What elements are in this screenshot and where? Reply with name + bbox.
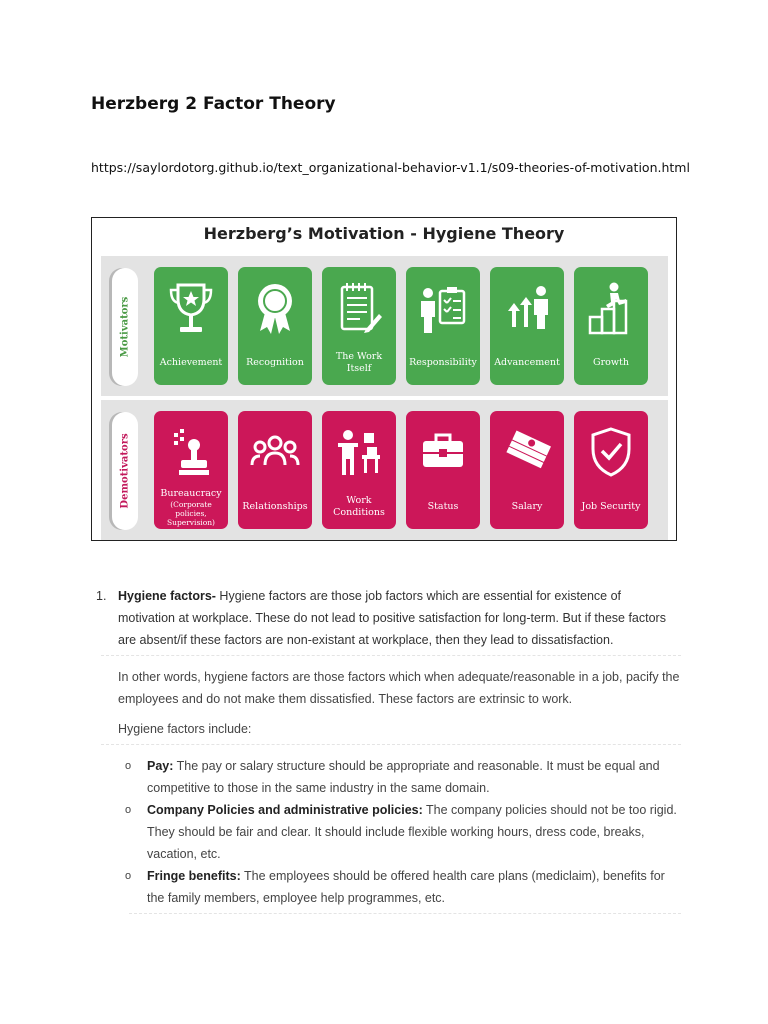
tile-growth — [574, 267, 648, 385]
tile-label-sub: (Corporate policies, Supervision) — [167, 499, 215, 527]
people-group-icon — [238, 421, 312, 485]
divider — [129, 913, 681, 914]
demotivators-label: Demotivators — [119, 433, 131, 509]
list-item — [91, 585, 681, 651]
worker-desk-icon — [322, 421, 396, 485]
bullet-text: The company policies should not be too rigid. They should be fair and clear. It should include flexible working hours, dress code, breaks, vacation, etc. — [147, 803, 677, 861]
bullet-heading: Fringe benefits: — [147, 869, 241, 883]
bullet-heading: Pay: — [147, 759, 174, 773]
source-url[interactable]: https://saylordotorg.github.io/text_organizational-behavior-v1.1/s09-theories-of-motivation.html — [91, 160, 690, 175]
motivators-label: Motivators — [119, 296, 131, 358]
tile-label: The Work Itself — [335, 351, 383, 374]
tile-work-conditions — [322, 411, 396, 529]
stamp-icon — [154, 421, 228, 485]
person-clipboard-icon — [406, 277, 480, 341]
divider — [101, 744, 681, 745]
divider — [101, 655, 681, 656]
tile-responsibility — [406, 267, 480, 385]
paragraph: In other words, hygiene factors are those factors which when adequate/reasonable in a job, pacify the employees and do not make them dissatisfied. These factors are extrinsic to work. — [118, 670, 680, 706]
shield-check-icon — [574, 421, 648, 485]
tile-relationships — [238, 411, 312, 529]
paragraph: Hygiene factors include: — [118, 722, 252, 736]
arrows-up-person-icon — [490, 277, 564, 341]
tile-label: Growth — [593, 357, 629, 368]
bullet-marker: o — [125, 870, 132, 882]
tile-salary — [490, 411, 564, 529]
tile-status — [406, 411, 480, 529]
bullet-marker: o — [125, 804, 132, 816]
figure-title: Herzberg’s Motivation - Hygiene Theory — [203, 224, 565, 243]
tile-label: Recognition — [246, 357, 304, 368]
tile-label: Responsibility — [409, 357, 477, 368]
demotivators-band — [101, 400, 668, 540]
tile-label: Salary — [511, 501, 543, 512]
tile-label — [156, 489, 226, 525]
list-item — [91, 865, 681, 909]
hygiene-text: Hygiene factors are those job factors which are essential for existence of motivation at workplace. These do not lead to positive satisfaction for long-term. But if these factors are absent/if these factors are non-existant at workplace, then they lead to dissatisfaction. — [118, 589, 666, 647]
notepad-icon — [322, 277, 396, 341]
tile-label-main: Bureaucracy — [160, 487, 222, 499]
tile-label: Status — [427, 501, 459, 512]
award-ribbon-icon — [238, 277, 312, 341]
herzberg-figure — [91, 217, 677, 541]
tile-advancement — [490, 267, 564, 385]
list-number: 1. — [96, 589, 107, 603]
motivators-band — [101, 256, 668, 396]
climbing-steps-icon — [574, 277, 648, 341]
money-stack-icon — [490, 421, 564, 485]
article-body — [91, 585, 681, 914]
hygiene-heading: Hygiene factors- — [118, 589, 216, 603]
tile-job-security — [574, 411, 648, 529]
bullet-list — [91, 755, 681, 909]
tile-achievement — [154, 267, 228, 385]
demotivators-side-label — [112, 412, 138, 530]
bullet-text: The pay or salary structure should be appropriate and reasonable. It must be equal and competitive to those in the same industry in the same domain. — [147, 759, 660, 795]
tile-bureaucracy — [154, 411, 228, 529]
tile-label: Achievement — [159, 357, 223, 368]
briefcase-icon — [406, 421, 480, 485]
tile-label: Work Conditions — [333, 495, 385, 518]
trophy-icon — [154, 277, 228, 341]
bullet-marker: o — [125, 760, 132, 772]
page-title: Herzberg 2 Factor Theory — [91, 94, 336, 114]
bullet-text: The employees should be offered health care plans (mediclaim), benefits for the family members, employee help programmes, etc. — [147, 869, 665, 905]
tile-label: Advancement — [494, 357, 560, 368]
list-item — [91, 755, 681, 799]
tile-the-work-itself — [322, 267, 396, 385]
tile-label: Relationships — [242, 501, 308, 512]
tile-recognition — [238, 267, 312, 385]
list-item — [91, 799, 681, 865]
bullet-heading: Company Policies and administrative policies: — [147, 803, 423, 817]
tile-label: Job Security — [581, 501, 641, 512]
motivators-side-label — [112, 268, 138, 386]
